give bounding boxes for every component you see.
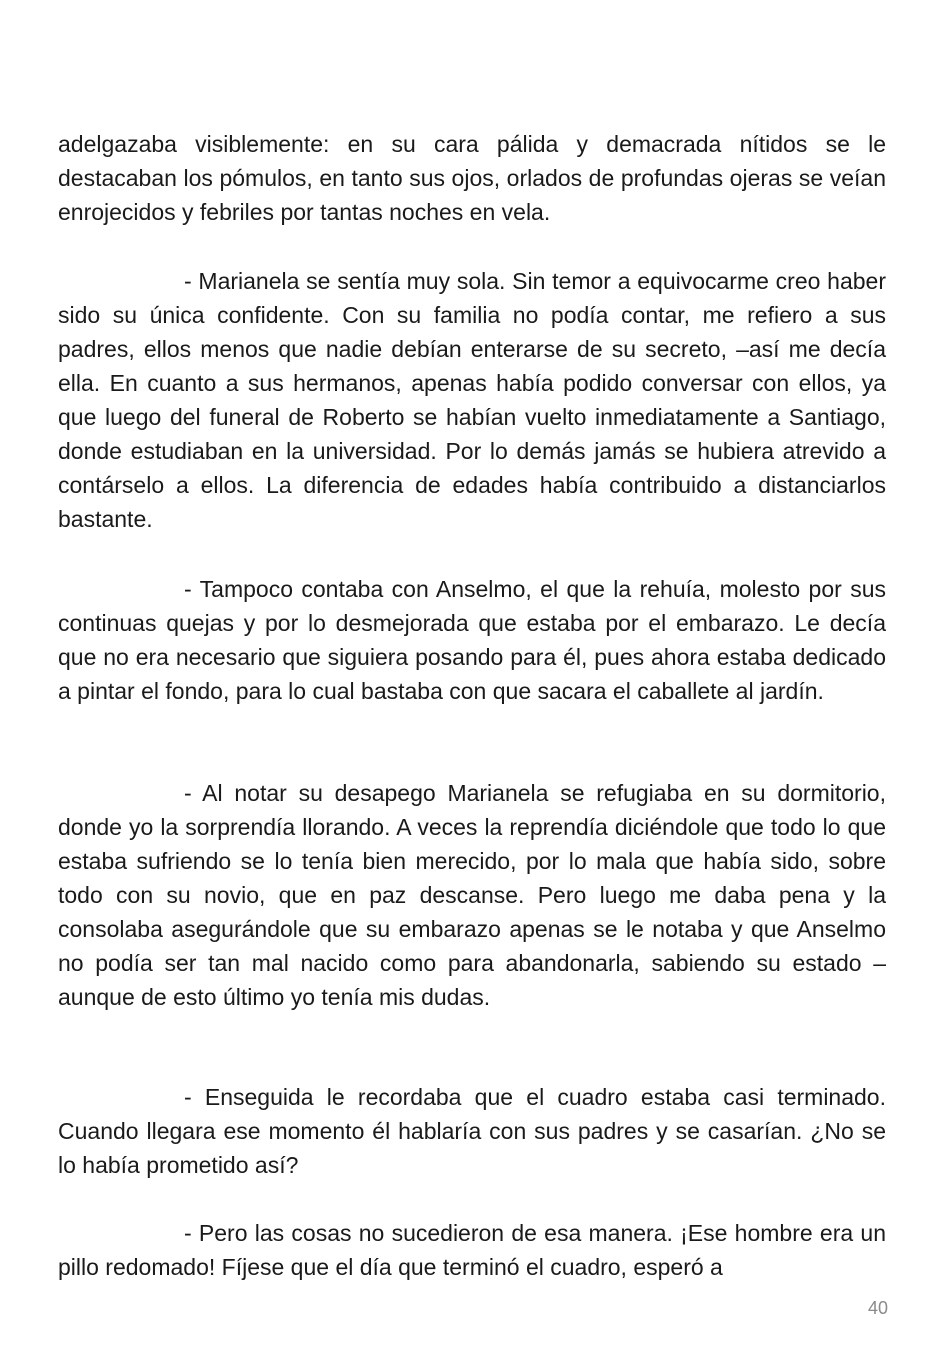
paragraph-1: adelgazaba visiblemente: en su cara pálida y demacrada nítidos se le destacaban los pómulos, en tanto sus ojos, orlados de profundas ojeras se veían enrojecidos y febriles por tantas noches en vela. — [58, 131, 886, 225]
paragraph-3: - Tampoco contaba con Anselmo, el que la rehuía, molesto por sus continuas quejas y por lo desmejorada que estaba por el embarazo. Le decía que no era necesario que siguiera posando para él, pues ahora estaba dedicado a pintar el fondo, para lo cual bastaba con que sacara el caballete al jardín. — [58, 576, 886, 704]
paragraph-2: - Marianela se sentía muy sola. Sin temor a equivocarme creo haber sido su única confidente. Con su familia no podía contar, me refiero a sus padres, ellos menos que nadie debían enterarse de su secreto, –así me decía ella. En cuanto a sus hermanos, apenas había podido conversar con ellos, ya que luego del funeral de Roberto se habían vuelto inmediatamente a Santiago, donde estudiaban en la universidad. Por lo demás jamás se hubiera atrevido a contárselo a ellos. La diferencia de edades había contribuido a distanciarlos bastante. — [58, 268, 886, 532]
paragraph-6: - Pero las cosas no sucedieron de esa manera. ¡Ese hombre era un pillo redomado! Fíjese que el día que terminó el cuadro, esperó a — [58, 1220, 886, 1280]
page-number: 40 — [867, 1298, 888, 1318]
paragraph-5: - Enseguida le recordaba que el cuadro estaba casi terminado. Cuando llegara ese momento él hablaría con sus padres y se casarían. ¿No se lo había prometido así? — [58, 1084, 886, 1178]
paragraph-4: - Al notar su desapego Marianela se refugiaba en su dormitorio, donde yo la sorprendía llorando. A veces la reprendía diciéndole que todo lo que estaba sufriendo se lo tenía bien merecido, por lo mala que había sido, sobre todo con su novio, que en paz descanse. Pero luego me daba pena y la consolaba asegurándole que su embarazo apenas se le notaba y que Anselmo no podía ser tan mal nacido como para abandonarla, sabiendo su estado – aunque de esto último yo tenía mis dudas. — [58, 780, 886, 1010]
